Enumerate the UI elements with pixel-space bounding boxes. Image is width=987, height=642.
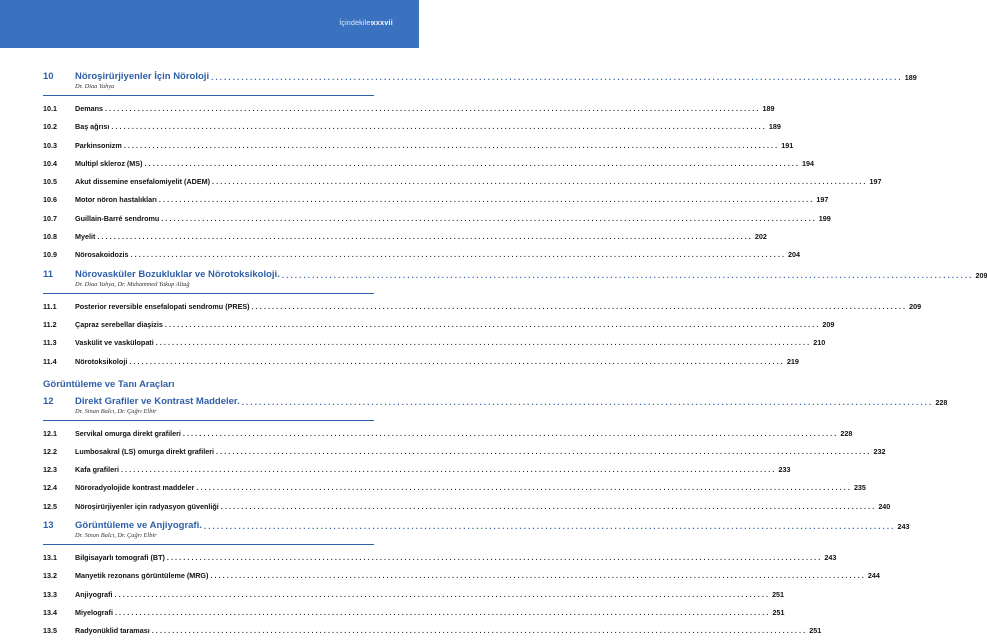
chapter-authors: Dr. Diaa Yahya	[75, 83, 115, 90]
entry-number: 10.1	[43, 104, 57, 113]
leader-dots: ................................................................................................................................................................	[281, 270, 974, 280]
entry-title: Posterior reversible ensefalopati sendromu (PRES)	[75, 301, 250, 311]
toc-entry	[43, 174, 882, 187]
entry-title: Nöroradyolojide kontrast maddeler	[75, 483, 195, 493]
entry-title: Vaskülit ve vaskülopati	[75, 338, 154, 348]
chapter-number: 12	[43, 395, 54, 407]
entry-page: 232	[873, 446, 886, 456]
toc-group-top	[43, 68, 987, 366]
chapter-entry	[43, 393, 948, 421]
leader-dots: ................................................................................................................................................................	[129, 356, 785, 366]
leader-dots: ................................................................................................................................................................	[196, 483, 852, 493]
toc-entry	[43, 480, 866, 493]
entry-page: 202	[754, 232, 767, 242]
toc-entry	[43, 623, 822, 636]
toc-entry	[43, 587, 785, 599]
chapter-page: 189	[904, 73, 917, 82]
chapter-entry	[43, 517, 910, 545]
entry-number: 10.2	[43, 122, 57, 132]
entry-title: Bilgisayarlı tomografi (BT)	[75, 553, 165, 563]
entry-number: 12.5	[43, 501, 57, 511]
entry-page: 251	[772, 589, 785, 599]
entry-title: Radyonüklid taraması	[75, 626, 150, 636]
chapter-number: 13	[43, 520, 54, 532]
chapter-line	[43, 393, 948, 407]
chapter-title: Nöroşirürjiyenler İçin Nöroloji	[75, 71, 210, 82]
entry-number: 12.2	[43, 446, 57, 456]
leader-dots: ................................................................................................................................................................	[158, 195, 815, 205]
toc-entry	[43, 119, 781, 132]
entry-number: 10.9	[43, 250, 57, 260]
toc-entry	[43, 229, 767, 242]
toc-entry	[43, 605, 785, 617]
part-heading: Görüntüleme ve Tanı Araçları	[43, 378, 175, 390]
chapter-page: 209	[975, 270, 987, 280]
entry-number: 10.6	[43, 195, 57, 205]
entry-title: Lumbosakral (LS) omurga direkt grafileri	[75, 446, 214, 456]
entry-number: 11.3	[43, 338, 57, 348]
entry-title: Nörosakoidozis	[75, 250, 129, 260]
entry-title: Servikal omurga direkt grafileri	[75, 428, 181, 438]
entry-title: Nörotoksikoloji	[75, 356, 128, 366]
entry-title: Miyelografi	[75, 607, 113, 617]
entry-title: Demans	[75, 104, 103, 113]
leader-dots: ................................................................................................................................................................	[212, 177, 868, 187]
leader-dots: ................................................................................................................................................................	[114, 607, 771, 617]
entry-title: Motor nöron hastalıkları	[75, 195, 157, 205]
chapter-line	[43, 517, 910, 532]
chapter-line	[43, 266, 987, 280]
entry-page: 189	[768, 122, 781, 132]
chapter-title: Nörovasküler Bozukluklar ve Nörotoksikoloji.	[75, 268, 280, 280]
entry-page: 251	[772, 607, 785, 617]
entry-number: 12.3	[43, 465, 57, 475]
entry-title: Myelit	[75, 232, 96, 242]
toc-entry	[43, 444, 886, 456]
chapter-number: 10	[43, 71, 54, 82]
leader-dots: ................................................................................................................................................................	[211, 73, 903, 82]
chapter-authors: Dr. Sinan Balcı, Dr. Çağrı Elbir	[75, 407, 157, 415]
entry-title: Çapraz serebellar diaşizis	[75, 319, 163, 329]
running-head-page-number: xxxvii	[371, 20, 393, 27]
toc-entry	[43, 247, 801, 260]
entry-page: 244	[867, 571, 880, 581]
entry-page: 243	[824, 553, 837, 563]
leader-dots: ................................................................................................................................................................	[220, 501, 877, 511]
leader-dots: ................................................................................................................................................................	[144, 158, 801, 168]
entry-title: Guillain-Barré sendromu	[75, 213, 160, 223]
leader-dots: ................................................................................................................................................................	[97, 232, 753, 242]
entry-page: 240	[878, 501, 891, 511]
chapter-page: 228	[935, 397, 948, 407]
chapter-title: Direkt Grafiler ve Kontrast Maddeler.	[75, 395, 240, 407]
entry-page: 233	[778, 465, 791, 475]
entry-title: Nöroşirürjiyenler için radyasyon güvenliği	[75, 501, 219, 511]
entry-page: 228	[840, 428, 853, 438]
entry-number: 13.3	[43, 589, 57, 599]
entry-page: 210	[813, 338, 826, 348]
entry-number: 10.3	[43, 140, 57, 150]
toc-entry	[43, 335, 826, 348]
leader-dots: ................................................................................................................................................................	[203, 522, 896, 532]
leader-dots: ................................................................................................................................................................	[210, 571, 866, 581]
entry-number: 13.4	[43, 607, 57, 617]
entry-number: 11.4	[43, 356, 57, 366]
toc-entry	[43, 568, 880, 581]
leader-dots: ................................................................................................................................................................	[111, 122, 767, 132]
entry-number: 13.2	[43, 571, 57, 581]
toc-entry	[43, 354, 799, 366]
entry-title: Anjiyografi	[75, 589, 113, 599]
leader-dots: ................................................................................................................................................................	[120, 465, 777, 475]
entry-page: 197	[869, 177, 882, 187]
entry-page: 209	[909, 301, 922, 311]
page-header	[0, 0, 419, 48]
entry-page: 251	[809, 626, 822, 636]
toc-entry	[43, 101, 775, 113]
entry-title: Baş ağrısı	[75, 122, 110, 132]
entry-page: 189	[762, 104, 775, 113]
leader-dots: ................................................................................................................................................................	[130, 250, 787, 260]
leader-dots: ................................................................................................................................................................	[123, 140, 780, 150]
entry-page: 235	[853, 483, 866, 493]
entry-title: Parkinsonizm	[75, 140, 122, 150]
chapter-authors: Dr. Diaa Yahya, Dr. Muhammed Yakup Altuğ	[75, 280, 190, 288]
entry-page: 194	[802, 158, 815, 168]
chapter-line	[43, 68, 917, 82]
entry-page: 191	[781, 140, 794, 150]
leader-dots: ................................................................................................................................................................	[241, 397, 934, 407]
entry-page: 197	[816, 195, 829, 205]
toc-entry	[43, 299, 922, 311]
toc-entry	[43, 317, 835, 329]
leader-dots: ................................................................................................................................................................	[155, 338, 812, 348]
chapter-authors: Dr. Sinan Balcı, Dr. Çağrı Elbir	[75, 532, 157, 540]
toc-entry	[43, 156, 815, 168]
entry-number: 10.4	[43, 158, 57, 168]
entry-title: Manyetik rezonans görüntüleme (MRG)	[75, 571, 209, 581]
entry-number: 10.8	[43, 232, 57, 242]
toc-entry	[43, 211, 831, 223]
entry-number: 10.7	[43, 213, 57, 223]
entry-title: Akut dissemine ensefalomiyelit (ADEM)	[75, 177, 210, 187]
toc-group-bottom	[43, 393, 948, 636]
leader-dots: ................................................................................................................................................................	[104, 104, 761, 113]
toc-entry	[43, 192, 829, 205]
toc-entry	[43, 499, 891, 511]
entry-number: 11.1	[43, 301, 57, 311]
toc-entry	[43, 138, 794, 150]
chapter-number: 11	[43, 268, 54, 280]
entry-page: 219	[786, 356, 799, 366]
leader-dots: ................................................................................................................................................................	[151, 626, 808, 636]
entry-page: 204	[788, 250, 801, 260]
toc-body	[43, 66, 987, 642]
entry-number: 13.5	[43, 626, 57, 636]
entry-title: Kafa grafileri	[75, 465, 119, 475]
entry-number: 11.2	[43, 319, 57, 329]
running-head-section: İçindekiler	[339, 20, 373, 27]
entry-number: 13.1	[43, 553, 57, 563]
leader-dots: ................................................................................................................................................................	[216, 446, 872, 456]
leader-dots: ................................................................................................................................................................	[161, 213, 817, 223]
entry-number: 10.5	[43, 177, 57, 187]
chapter-entry	[43, 68, 917, 96]
chapter-entry	[43, 266, 987, 294]
leader-dots: ................................................................................................................................................................	[182, 428, 839, 438]
entry-page: 209	[822, 319, 835, 329]
toc-entry	[43, 550, 837, 563]
leader-dots: ................................................................................................................................................................	[251, 301, 908, 311]
entry-number: 12.4	[43, 483, 57, 493]
entry-number: 12.1	[43, 428, 57, 438]
entry-title: Multipl skleroz (MS)	[75, 158, 143, 168]
leader-dots: ................................................................................................................................................................	[164, 319, 821, 329]
chapter-title: Görüntüleme ve Anjiyografi.	[75, 520, 202, 532]
toc-entry	[43, 426, 853, 438]
entry-page: 199	[818, 213, 831, 223]
leader-dots: ................................................................................................................................................................	[166, 553, 823, 563]
leader-dots: ................................................................................................................................................................	[114, 589, 771, 599]
chapter-page: 243	[897, 522, 910, 532]
toc-entry	[43, 462, 791, 475]
